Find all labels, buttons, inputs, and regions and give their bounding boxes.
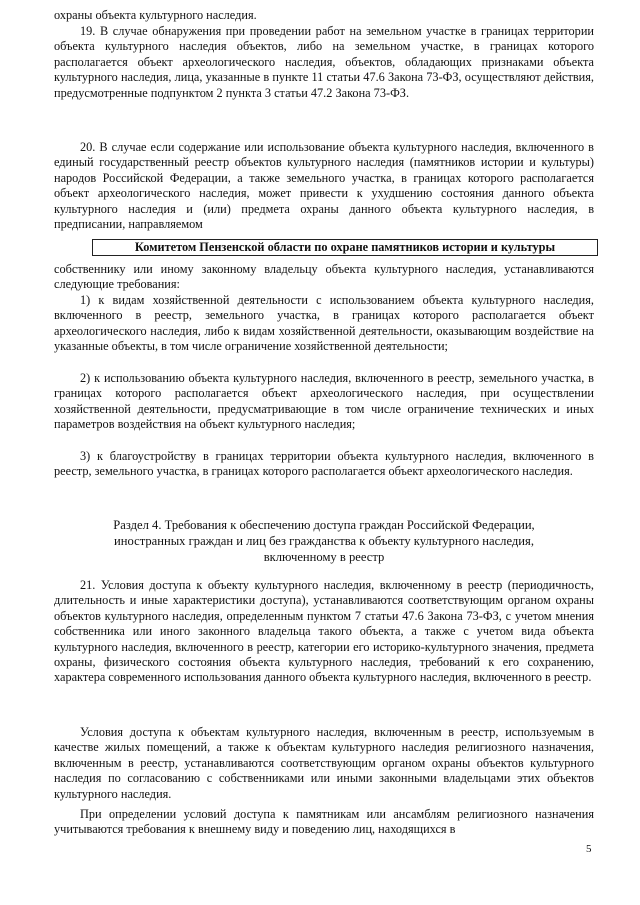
- paragraph-20: 20. В случае если содержание или использование объекта культурного наследия, включенного в единый государственный реестр объектов культурного наследия (памятников истории и культуры) народов Российской Федерации, а также земельного участка, в границах которого располагается объект археологического наследия, может привести к ухудшению состояния данного объекта культурного наследия и (или) предмета охраны данного объекта культурного наследия, в предписании, направляемом: [54, 140, 594, 232]
- section-heading-line-1: Раздел 4. Требования к обеспечению доступа граждан Российской Федерации,: [113, 518, 535, 532]
- paragraph-21: 21. Условия доступа к объекту культурного наследия, включенному в реестр (периодичность, длительность и иные характеристики доступа), устанавливаются соответствующим органом охраны объектов культурного наследия, определенным пунктом 7 статьи 47.6 Закона 73-ФЗ, с учетом мнения собственника или иного законного владельца такого объекта, а также с учетом вида объекта культурного наследия, включенного в реестр, категории его историко-культурного значения, предмета охраны, физического состояния объекта культурного наследия, требований к его сохранению, характера современного использования данного объекта культурного наследия, включенного в реестр.: [54, 578, 594, 685]
- page-number: 5: [586, 843, 592, 855]
- section-4-heading: [54, 517, 594, 565]
- requirement-item-3: 3) к благоустройству в границах территории объекта культурного наследия, включенного в реестр, земельного участка, в границах которого располагается объект археологического наследия.: [54, 449, 594, 479]
- section-heading-line-3: включенному в реестр: [263, 550, 385, 564]
- paragraph-continuation: охраны объекта культурного наследия.: [54, 8, 257, 22]
- paragraph-access-residential: Условия доступа к объектам культурного наследия, включенным в реестр, используемым в качестве жилых помещений, а также к объектам культурного наследия религиозного назначения, включенным в реестр, устанавливаются соответствующим органом охраны объектов культурного наследия по согласованию с собственниками или иными законными владельцами этих объектов культурного наследия.: [54, 725, 594, 801]
- paragraph-19: 19. В случае обнаружения при проведении работ на земельном участке в границах территории объекта культурного наследия объектов, либо на земельном участке, в границах которого располагается объект археологического наследия, объектов, обладающих признаками объекта культурного наследия, лица, указанные в пункте 11 статьи 47.6 Закона 73-ФЗ, осуществляют действия, предусмотренные подпунктом 2 пункта 3 статьи 47.2 Закона 73-ФЗ.: [54, 24, 594, 100]
- paragraph-access-religious: При определении условий доступа к памятникам или ансамблям религиозного назначения учитываются требования к внешнему виду и поведению лиц, находящихся в: [54, 807, 594, 837]
- requirement-item-1: 1) к видам хозяйственной деятельности с использованием объекта культурного наследия, включенного в реестр, земельного участка, в границах которого располагается объект археологического наследия, либо к видам хозяйственной деятельности, оказывающим воздействие на указанные объекты, в том числе ограничение хозяйственной деятельности;: [54, 293, 594, 354]
- requirement-item-2: 2) к использованию объекта культурного наследия, включенного в реестр, земельного участка, в границах которого располагается объект археологического наследия, при осуществлении хозяйственной деятельности, предусматривающие в том числе ограничение технических и иных параметров воздействия на объект культурного наследия;: [54, 371, 594, 432]
- section-heading-line-2: иностранных граждан и лиц без гражданства к объекту культурного наследия,: [114, 534, 534, 548]
- committee-stamp-box: Комитетом Пензенской области по охране памятников истории и культуры: [92, 239, 598, 256]
- paragraph-20-continuation: собственнику или иному законному владельцу объекта культурного наследия, устанавливаются следующие требования:: [54, 262, 594, 292]
